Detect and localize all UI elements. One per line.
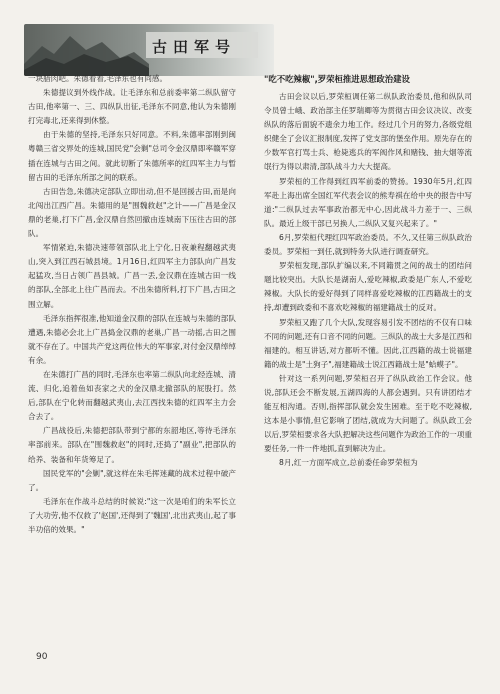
paragraph: 国民党军的"会剿",就这样在朱毛挥迷藏的战术过程中破产了。 — [28, 468, 236, 492]
paragraph: 罗荣桓又跑了几个大队,发现容易引发不团结的不仅有口味不同的问题,还有口音不同的问题。三纵队的战士大多是江西和福建的。相互讲话,对方都听不懂。因此,江西籍的战士说福建籍的战士是"土狗子",福建籍战士说江西籍战士是"蛤蟆子"。 — [264, 317, 472, 369]
paragraph: 罗荣桓的工作得到红四军前委的赞扬。1930年5月,红四军赴上海出席全国红军代表会议的熊寿祺在给中央的报告中写道:"二纵队过去军事政治都无中心,因此战斗力差于一、三纵队。最近上级干部已另换人,二纵队又复兴起来了。" — [264, 176, 472, 228]
paragraph: 古田告急,朱德决定部队立即出动,但不是回援古田,而是向北闯出江西广昌。朱德用的是"围魏救赵"之计——广昌是金汉鼎的老巢,打下广昌,金汉鼎自然回撤由连城南下压往古田的部队。 — [28, 186, 236, 239]
paragraph: 毛泽东在作战斗总结的时候说:"这一次是咱们的朱军长立了大功劳,他不仅救了'赵国',还得到了'魏国',北出武夷山,起了事半功倍的效果。" — [28, 496, 236, 534]
paragraph: 在朱德打广昌的同时,毛泽东也率第二纵队向北经连城、清流、归化,追着鱼如丧家之犬的金汉鼎北撤部队的屁股打。然后,部队在宁化转而翻越武夷山,去江西找朱德的红四军主力会合去了。 — [28, 369, 236, 422]
paragraph: 广昌战役后,朱德把部队带到宁都的东韶地区,等待毛泽东率部前来。部队在"围魏救赵"的同时,还捣了"副业",把部队的给养、装备和年货筹足了。 — [28, 426, 236, 464]
section-banner — [24, 24, 274, 76]
paragraph: 毛泽东指挥很准,他知道金汉鼎的部队在连城与朱德的部队遭遇,朱德必会北上广昌捣金汉鼎的老巢,广昌一动摇,古田之围就不存在了。中国共产党这两位伟大的军事家,对付金汉鼎绰绰有余。 — [28, 313, 236, 365]
section-title: 古田军号 — [152, 38, 237, 56]
paragraph: 8月,红一方面军成立,总前委任命罗荣桓为 — [279, 458, 418, 468]
paragraph: 一块腊肉吧。朱德看着,毛泽东也有同感。 — [28, 74, 168, 83]
paragraph: 朱德提议到外线作战。让毛泽东和总前委率第二纵队留守古田,他率第一、三、四纵队出征,毛泽东不同意,他认为朱德刚打完毒北,还来得到休整。 — [28, 88, 236, 126]
paragraph: 针对这一系列问题,罗荣桓召开了纵队政治工作会议。他说,部队还会不断发展,五湖四海的人都会遇到。只有讲团结才能互相沟通。否则,指挥部队就会发生困难。至于吃不吃辣椒,这本是小事情,但它影响了团结,就成为大问题了。纵队政工会以后,罗荣桓要求各大队把解决这些问题作为政治工作的一项重要任务,一件一件地抓,直到解决为止。 — [264, 373, 472, 454]
section-heading: "吃不吃辣椒",罗荣桓推进思想政治建设 — [264, 74, 410, 84]
paragraph: 6月,罗荣桓代理红四军政治委员。不久,又任第三纵队政治委员。罗荣桓一到任,就到特务大队进行调查研究。 — [264, 232, 472, 257]
paragraph: 古田会议以后,罗荣桓调任第二纵队政治委员,他和纵队司令员曾士峨、政治部主任罗瑞卿等为贯彻古田会议决议、改变纵队的落后面貌不遗余力地工作。经过几个月的努力,各级党组织健全了会议汇报制度,发挥了党支部的堡垒作用。原先存在的少数军官打骂士兵、枪毙逃兵的军阀作风和赌钱、抽大烟等流氓行为得以肃清,部队战斗力大大提高。 — [264, 92, 472, 172]
page-number: 90 — [36, 652, 48, 662]
paragraph: 罗荣桓发现,部队扩编以来,不同籍贯之间的战士的团结问题比较突出。大队长是湖南人,爱吃辣椒,政委是广东人,不爱吃辣椒。大队长的爱好得到了同样喜爱吃辣椒的江西籍战士的支持,却遭到政委和不喜欢吃辣椒的福建籍战士的反对。 — [264, 261, 472, 313]
mountain-landscape-graphic — [24, 24, 274, 76]
right-column — [264, 72, 472, 471]
left-column — [28, 72, 236, 537]
paragraph: 由于朱德的坚持,毛泽东只好同意。不料,朱德率部刚到闽粤赣三省交界处的连城,国民党"会剿"总司令金汉鼎即率赣军穿插在连城与古田之间。就此切断了朱德所率的红四军主力与暂留古田的毛泽东所部之间的联系。 — [28, 130, 236, 182]
paragraph: 军情紧迫,朱德决速带领部队北上宁化,日夜兼程翻越武夷山,突入到江西石城县境。1月16日,红四军主力部队向广昌发起猛攻,当日占领广昌县城。广昌一丢,金汉鼎在连城古田一线的部队,全部北上往广昌而去。不出朱德所料,打下广昌,古田之围立解。 — [28, 243, 236, 309]
